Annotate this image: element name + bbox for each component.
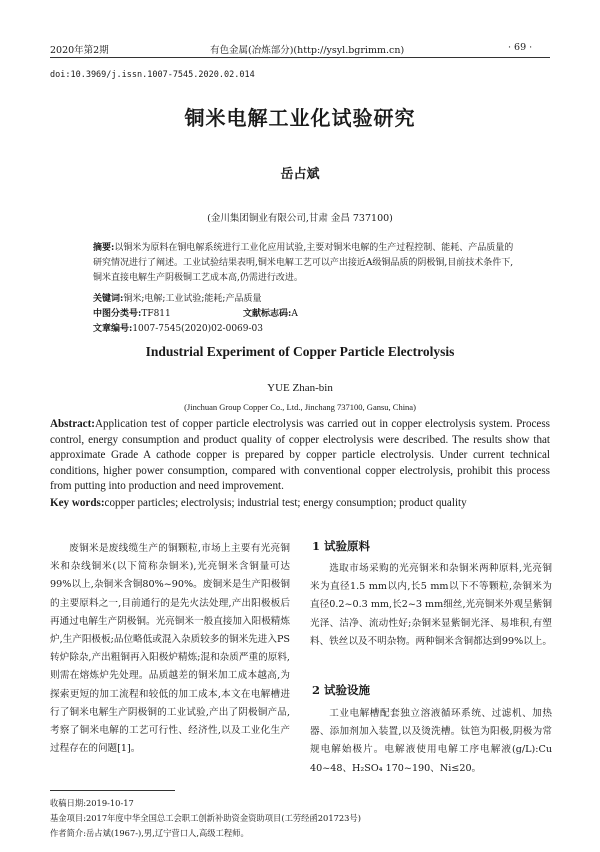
received-date: 收稿日期:2019-10-17 (50, 798, 134, 808)
journal-issue: 2020年第2期 (50, 45, 109, 56)
section-2-heading: 2 试验设施 (312, 683, 371, 697)
section-1-body: 选取市场采购的光亮铜米和杂铜米两种原料,光亮铜米为直径1.5 mm以内,长5 mm以下不等颗粒,杂铜米为直径0.2~0.3 mm,长2~3 mm细丝,光亮铜米外观呈紫铜光泽、洁净、流动性好;杂铜米显紫铜光泽、易堆积,有塑料、铁丝以及不明杂物。两种铜米含铜都达到99%以上。 (310, 563, 552, 647)
doc-code-label: 文献标志码: (243, 309, 292, 319)
section-2-body: 工业电解槽配套独立溶液循环系统、过滤机、加热器、添加剂加入装置,以及烫洗槽。钛笆为阳极,阴极为常规电解始极片。电解液使用电解工序电解液(g/L):Cu 40~48、H₂SO₄ 170~190、Ni≤20。 (310, 708, 552, 774)
english-keywords-label: Key words: (50, 497, 105, 509)
english-abstract (50, 417, 550, 495)
chinese-title: 铜米电解工业化试验研究 (184, 106, 416, 130)
chinese-keywords (93, 292, 520, 307)
english-abstract-text: Application test of copper particle electrolysis was carried out in copper electrolysis system. Process control, energy consumption and product quality of copper electrolysis were described. The results show that approximate Grade A cathode copper is prepared by copper particle electrolysis. Under current technical conditions, higher power consumption, compared with conventional copper electrolysis, prohibit this process from putting into production and need improvement. (50, 418, 550, 493)
section-1-heading: 1 试验原料 (312, 539, 371, 553)
article-no-value: 1007-7545(2020)02-0069-03 (132, 324, 263, 334)
english-abstract-label: Abstract: (50, 418, 95, 430)
english-affiliation: (Jinchuan Group Copper Co., Ltd., Jinchang 737100, Gansu, China) (184, 402, 416, 412)
chinese-abstract-text: 以铜米为原料在铜电解系统进行工业化应用试验,主要对铜米电解的生产过程控制、能耗、产品质量的研究情况进行了阐述。工业试验结果表明,铜米电解工艺可以产出接近A级铜品质的阴极铜,目前技术条件下,铜米直接电解生产阴极铜工艺成本高,仍需进行改进。 (93, 243, 514, 283)
intro-paragraph: 废铜米是废线缆生产的铜颗粒,市场上主要有光亮铜米和杂线铜米(以下简称杂铜米),光亮铜米含铜量可达99%以上,杂铜米含铜80%~90%。废铜米是生产阳极铜的主要原料之一,目前通行的是先火法处理,产出阳极板后再通过电解生产阴极铜。光亮铜米一般直接加入阳极精炼炉,生产阳极板;品位略低或混入杂质较多的铜米先进入PS转炉除杂,产出粗铜再入阳极炉精炼;混和杂质严重的原料,则需在熔炼炉先处理。品质越差的铜米加工成本越高,为探索更短的加工流程和较低的加工成本,本文在电解槽进行了铜米电解生产阴极铜的工业试验,产出了阴极铜产品,考察了铜米电解的工艺可行性、经济性,以及工业化生产过程存在的问题[1]。 (50, 543, 290, 755)
english-keywords (50, 496, 550, 512)
clc-value: TF811 (141, 309, 171, 319)
chinese-keywords-text: 铜米;电解;工业试验;能耗;产品质量 (123, 294, 262, 304)
english-title: Industrial Experiment of Copper Particle Electrolysis (145, 344, 455, 359)
english-keywords-text: copper particles; electrolysis; industrial test; energy consumption; product quality (104, 497, 467, 509)
journal-name: 有色金属(冶炼部分)(http://ysyl.bgrimm.cn) (210, 45, 405, 56)
chinese-abstract (93, 241, 520, 286)
chinese-abstract-label: 摘要: (93, 243, 115, 253)
doc-code-value: A (291, 309, 298, 319)
page-number: · 69 · (508, 42, 533, 53)
chinese-affiliation: (金川集团铜业有限公司,甘肃 金昌 737100) (207, 213, 393, 224)
fund-project: 基金项目:2017年度中华全国总工会职工创新补助资金资助项目(工劳经函201723号) (50, 813, 361, 823)
chinese-keywords-label: 关键词: (93, 294, 124, 304)
classification-row (93, 307, 520, 337)
footnote-rule (50, 790, 175, 791)
doi: doi:10.3969/j.issn.1007-7545.2020.02.014 (50, 70, 255, 80)
clc-label: 中图分类号: (93, 309, 142, 319)
article-no-label: 文章编号: (93, 324, 133, 334)
english-author: YUE Zhan-bin (267, 382, 333, 394)
author-bio: 作者简介:岳占斌(1967-),男,辽宁营口人,高级工程师。 (50, 828, 249, 838)
header-rule (50, 57, 550, 58)
chinese-author: 岳占斌 (280, 167, 320, 182)
